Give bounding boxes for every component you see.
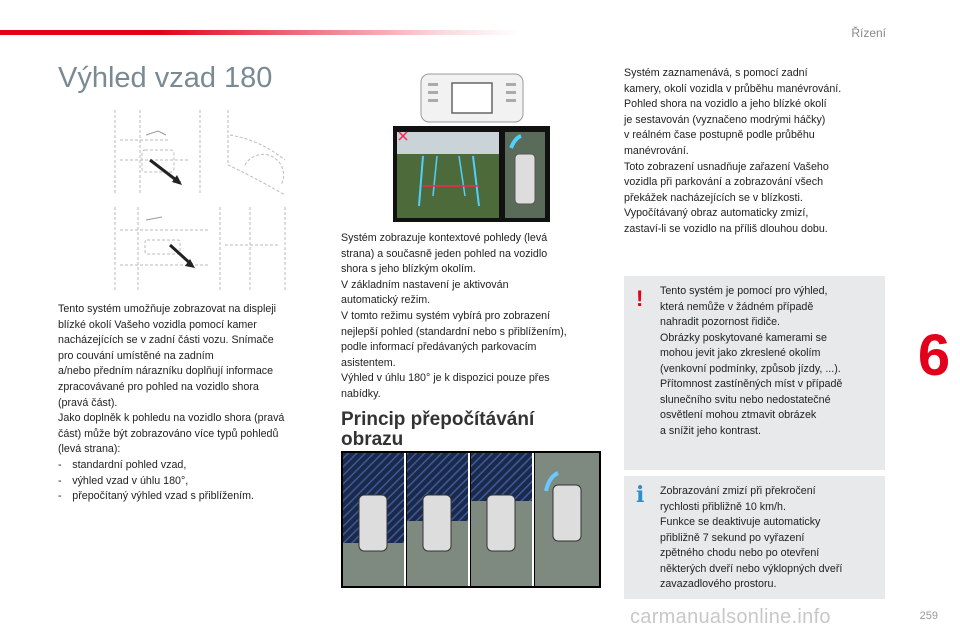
page-title: Výhled vzad 180 [58, 62, 273, 94]
section-label: Řízení [851, 26, 886, 40]
info-box [624, 476, 885, 599]
rear-camera-illustration-top [110, 105, 290, 197]
display-screen-icon [420, 73, 524, 123]
context-views-paragraph: Systém zobrazuje kontextové pohledy (levá strana) a současně jeden pohled na vozidlo shora s jeho blízkým okolím. V základním nastavení je aktivován automatický režim. V tomto režimu systém vybírá pro zobrazení nejlepší pohled (standardní nebo s přiblížením), podle informací předávaných parkovacím asistentem. Výhled v úhlu 180° je k dispozici pouze přes nabídky. [341, 232, 567, 400]
warning-box [624, 276, 885, 470]
camera-view-image [393, 126, 550, 222]
chapter-number: 6 [908, 322, 960, 390]
page-number: 259 [919, 610, 938, 622]
header-accent-bar [0, 30, 520, 35]
intro-paragraph: Tento systém umožňuje zobrazovat na displeji blízké okolí Vašeho vozidla pomocí kamer nacházejících se v zadní části vozu. Snímače pro couvání umístěné na zadním a/nebo předním nárazníku doplňují informace zpracovávané pro pohled na vozidlo shora (pravá část). Jako doplněk k pohledu na vozidlo shora (pravá část) může být zobrazováno více typů pohledů (levá strana): - standardní pohled vzad, - výhled vzad v úhlu 180°, - přepočítaný výhled vzad s přiblížením. [58, 303, 285, 503]
watermark: carmanualsonline.info [630, 606, 831, 628]
rear-camera-illustration-bottom [110, 205, 290, 293]
warning-text: Tento systém je pomocí pro výhled, která nemůže v žádném případě nahradit pozornost řidiče. Obrázky poskytované kamerami se mohou jevit jako zkreslené okolím (venkovní podmínky, způsob jízdy, ...). Přítomnost zastíněných míst v případě slunečního svitu nebo nedostatečné osvětlení mohou ztmavit obrázek a snížit jeho kontrast. [660, 285, 843, 437]
exclamation-icon: ! [636, 286, 644, 311]
info-icon: i [636, 482, 645, 508]
top-view-sequence-image [341, 451, 601, 588]
info-text: Zobrazování zmizí při překročení rychlosti přibližně 10 km/h. Funkce se deaktivuje automaticky přibližně 7 sekund po vyřazení zpětného chodu nebo po otevření některých dveří nebo výklopných dveří zavazadlového prostoru. [660, 485, 843, 590]
system-description-paragraph: Systém zaznamenává, s pomocí zadní kamery, okolí vozidla v průběhu manévrování. Pohled shora na vozidlo a jeho blízké okolí je sestavován (vyznačeno modrými háčky) v reálném čase postupně podle průběhu manévrování. Toto zobrazení usnadňuje zařazení Vašeho vozidla při parkování a zobrazování všech překážek nacházejících se v blízkosti. Vypočítávaný obraz automaticky zmizí, zastaví-li se vozidlo na příliš dlouhou dobu. [624, 67, 842, 235]
section-heading: Princip přepočítávání obrazu [341, 409, 535, 450]
